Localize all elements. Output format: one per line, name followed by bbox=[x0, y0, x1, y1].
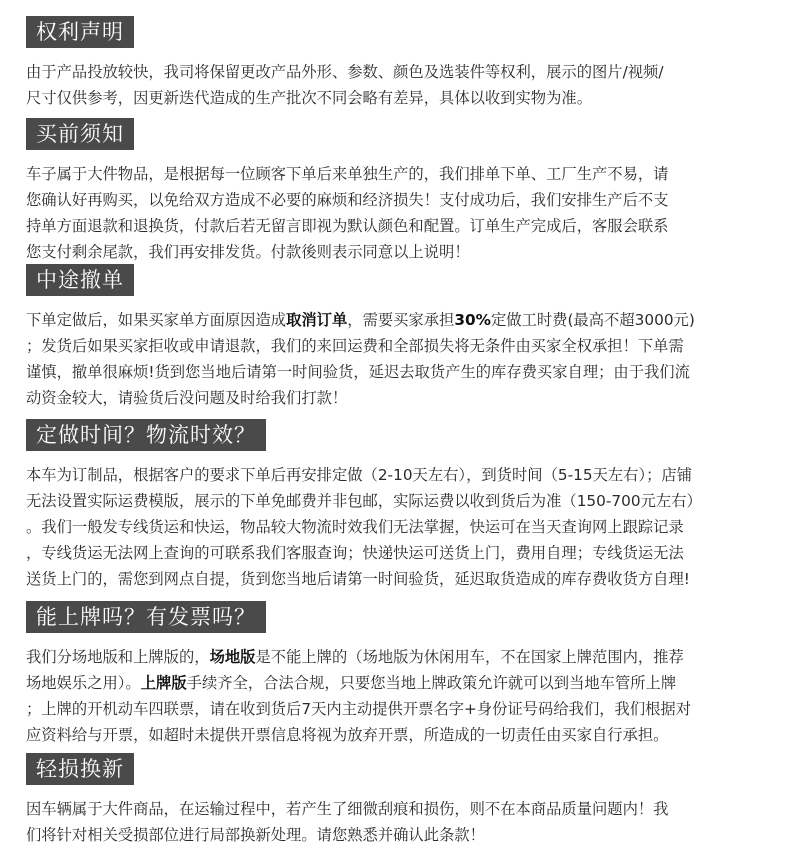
section-body bbox=[26, 307, 772, 411]
text-line bbox=[26, 644, 772, 670]
section-title: 买前须知 bbox=[26, 118, 134, 150]
text-run: ；上牌的开机动车四联票，请在收到货后7天内主动提供开票名字+身份证号码给我们，我们根据对 bbox=[26, 700, 692, 718]
text-run: 由于产品投放较快，我司将保留更改产品外形、参数、颜色及选装件等权利，展示的图片/视频/ bbox=[26, 63, 664, 81]
section-title: 轻损换新 bbox=[26, 753, 134, 785]
text-run: 应资料给与开票，如超时未提供开票信息将视为放弃开票，所造成的一切责任由买家自行承担。 bbox=[26, 726, 669, 744]
text-run: 本车为订制品，根据客户的要求下单后再安排定做（2-10天左右），到货时间（5-15天左右）；店铺 bbox=[26, 466, 693, 484]
emphasis-text: 场地版 bbox=[209, 648, 256, 666]
text-line bbox=[26, 385, 772, 411]
text-run: 们将针对相关受损部位进行局部换新处理。请您熟悉并确认此条款！ bbox=[26, 826, 485, 844]
text-line bbox=[26, 722, 772, 748]
text-run: 送货上门的，需您到网点自提，货到您当地后请第一时间验货，延迟取货造成的库存费收货方自理! bbox=[26, 570, 690, 588]
text-run: 场地娱乐之用）。 bbox=[26, 674, 141, 692]
text-line bbox=[26, 796, 772, 822]
text-line bbox=[26, 161, 772, 187]
text-run: 。我们一般发专线货运和快运，物品较大物流时效我们无法掌握，快运可在当天查询网上跟踪记录 bbox=[26, 518, 684, 536]
emphasis-text: 上牌版 bbox=[140, 674, 187, 692]
section-title: 权利声明 bbox=[26, 16, 134, 48]
text-run: 尺寸仅供参考，因更新迭代造成的生产批次不同会略有差异，具体以收到实物为准。 bbox=[26, 89, 592, 107]
section-body bbox=[26, 462, 772, 592]
text-run: 我们分场地版和上牌版的， bbox=[26, 648, 210, 666]
text-line bbox=[26, 239, 772, 265]
text-line bbox=[26, 696, 772, 722]
section-body bbox=[26, 644, 772, 748]
section-body bbox=[26, 161, 772, 265]
text-run: 是不能上牌的（场地版为休闲用车，不在国家上牌范围内，推荐 bbox=[255, 648, 684, 666]
text-line bbox=[26, 540, 772, 566]
text-line bbox=[26, 85, 772, 111]
section-body bbox=[26, 796, 772, 848]
text-line bbox=[26, 187, 772, 213]
emphasis-text: 30% bbox=[454, 311, 491, 329]
text-line bbox=[26, 59, 772, 85]
text-run: 您支付剩余尾款，我们再安排发货。付款後则表示同意以上说明！ bbox=[26, 243, 470, 261]
section-body bbox=[26, 59, 772, 111]
text-line bbox=[26, 307, 772, 333]
text-run: 动资金较大，请验货后没问题及时给我们打款！ bbox=[26, 389, 348, 407]
text-run: 您确认好再购买，以免给双方造成不必要的麻烦和经济损失！支付成功后，我们安排生产后不支 bbox=[26, 191, 669, 209]
text-run: 因车辆属于大件商品，在运输过程中，若产生了细微刮痕和损伤，则不在本商品质量问题内！我 bbox=[26, 800, 669, 818]
section-title: 定做时间？物流时效？ bbox=[26, 419, 266, 451]
text-run: ，专线货运无法网上查询的可联系我们客服查询；快递快运可送货上门，费用自理；专线货运无法 bbox=[26, 544, 684, 562]
text-run: 持单方面退款和退换货，付款后若无留言即视为默认颜色和配置。订单生产完成后，客服会联系 bbox=[26, 217, 669, 235]
text-line bbox=[26, 514, 772, 540]
text-line bbox=[26, 488, 772, 514]
text-run: 无法设置实际运费模版，展示的下单免邮费并非包邮，实际运费以收到货后为准（150-700元左右） bbox=[26, 492, 702, 510]
text-run: 手续齐全，合法合规，只要您当地上牌政策允许就可以到当地车管所上牌 bbox=[186, 674, 677, 692]
emphasis-text: 取消订单 bbox=[286, 311, 348, 329]
text-run: ，需要买家承担 bbox=[347, 311, 455, 329]
text-line bbox=[26, 333, 772, 359]
text-run: 定做工时费(最高不超3000元) bbox=[490, 311, 695, 329]
text-run: 车子属于大件物品，是根据每一位顾客下单后来单独生产的，我们排单下单、工厂生产不易，请 bbox=[26, 165, 669, 183]
text-run: 谨慎，撤单很麻烦!货到您当地后请第一时间验货，延迟去取货产生的库存费买家自理；由于我们流 bbox=[26, 363, 690, 381]
text-line bbox=[26, 566, 772, 592]
text-run: 下单定做后，如果买家单方面原因造成 bbox=[26, 311, 287, 329]
text-line bbox=[26, 822, 772, 848]
text-line bbox=[26, 670, 772, 696]
text-line bbox=[26, 462, 772, 488]
text-line bbox=[26, 213, 772, 239]
text-run: ；发货后如果买家拒收或申请退款，我们的来回运费和全部损失将无条件由买家全权承担！下单需 bbox=[26, 337, 684, 355]
section-title: 能上牌吗？有发票吗？ bbox=[26, 601, 266, 633]
section-title: 中途撤单 bbox=[26, 264, 134, 296]
text-line bbox=[26, 359, 772, 385]
